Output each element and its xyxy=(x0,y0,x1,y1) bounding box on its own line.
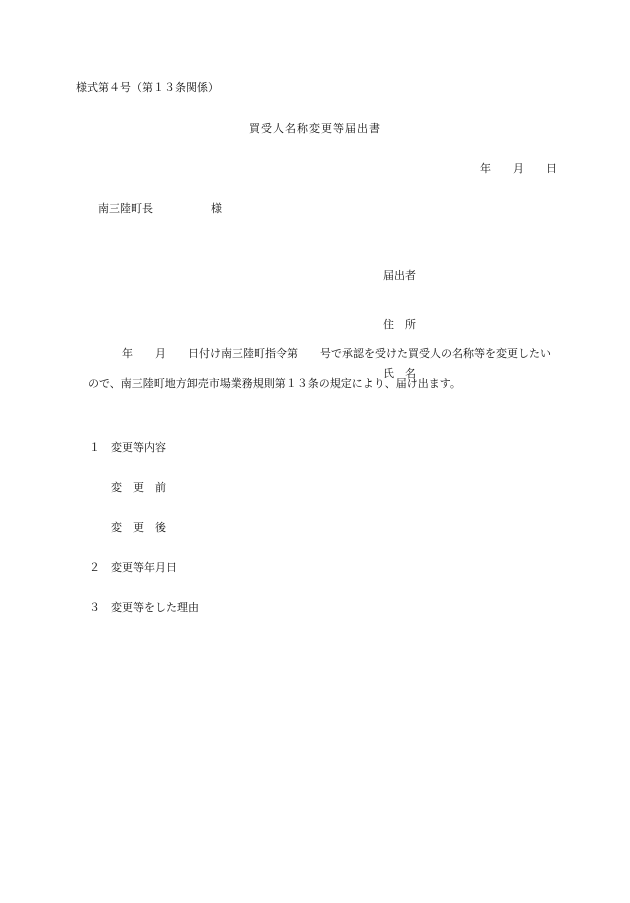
date-line: 年 月 日 xyxy=(480,162,557,175)
filer-label: 届出者 xyxy=(383,269,416,282)
subitem-before-change: 変 更 前 xyxy=(111,481,166,494)
document-title: 買受人名称変更等届出書 xyxy=(249,122,381,135)
addressee-name: 南三陸町長 xyxy=(98,202,153,215)
body-text-line-2: ので、南三陸町地方卸売市場業務規則第１３条の規定により、届け出ます。 xyxy=(88,377,461,390)
filer-address-label: 住 所 xyxy=(383,318,416,331)
item-change-date: ２ 変更等年月日 xyxy=(89,561,177,574)
item-change-content: １ 変更等内容 xyxy=(89,441,166,454)
addressee xyxy=(98,202,222,216)
item-change-reason: ３ 変更等をした理由 xyxy=(89,601,199,614)
body-text-line-1: 年 月 日付け南三陸町指令第 号で承認を受けた買受人の名称等を変更したい xyxy=(122,347,551,360)
addressee-honorific: 様 xyxy=(211,202,222,215)
form-number: 様式第４号（第１３条関係） xyxy=(76,81,219,94)
filer-name-label: 氏 名 xyxy=(383,367,416,380)
subitem-after-change: 変 更 後 xyxy=(111,521,166,534)
